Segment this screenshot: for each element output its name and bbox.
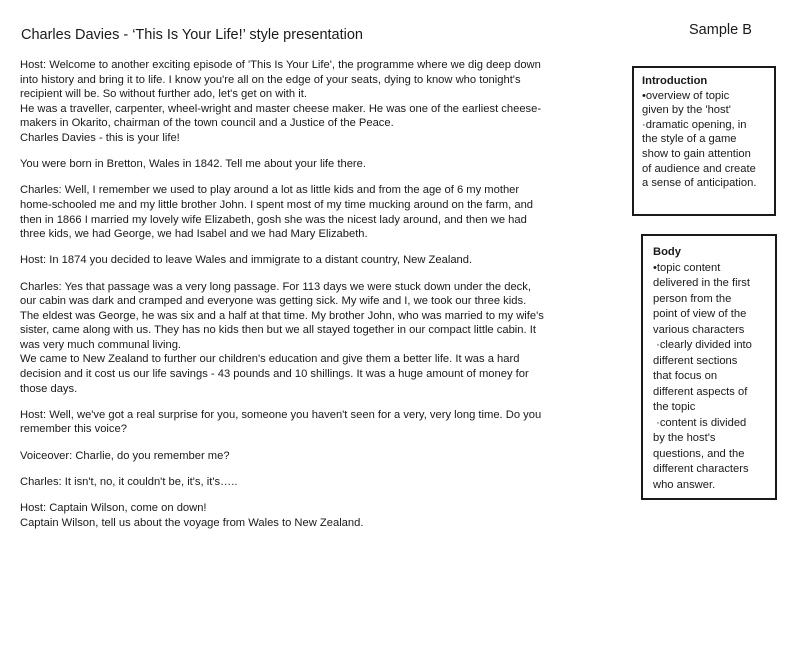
body-annotation-line: various characters bbox=[653, 323, 745, 336]
paragraph-gap bbox=[20, 489, 588, 501]
body-annotation-line: by the host's bbox=[653, 432, 716, 444]
script-line: makers in Okarito, chairman of the town council and a Justice of the Peace. bbox=[20, 117, 394, 130]
paragraph-gap bbox=[20, 172, 588, 184]
script-line: Host: In 1874 you decided to leave Wales and immigrate to a distant country, New Zealand. bbox=[20, 254, 473, 267]
body-annotation-line: different aspects of bbox=[653, 385, 748, 398]
paragraph-gap bbox=[20, 268, 588, 280]
script-line: recipient will be. So without further ado, let's get on with it. bbox=[20, 88, 307, 101]
body-annotation-line: different characters bbox=[653, 463, 749, 475]
script-line: Voiceover: Charlie, do you remember me? bbox=[20, 449, 230, 462]
script-line: The eldest was George, he was six and a half at that time. My brother John, who was married to my wife's bbox=[20, 309, 544, 322]
introduction-annotation-box bbox=[632, 66, 776, 216]
body-annotation-line: questions, and the bbox=[653, 447, 745, 460]
script-line: Host: Captain Wilson, come on down! bbox=[20, 502, 207, 514]
introduction-annotation-line: ·dramatic opening, in bbox=[642, 118, 747, 131]
body-heading: Body bbox=[653, 246, 681, 258]
paragraph-gap bbox=[20, 242, 588, 254]
body-annotation-line: person from the bbox=[653, 292, 732, 305]
script-line: Charles Davies - this is your life! bbox=[20, 131, 180, 144]
script-line: Charles: It isn't, no, it couldn't be, it's, it's….. bbox=[20, 475, 238, 488]
paragraph-gap bbox=[20, 437, 588, 449]
introduction-annotation-line: •overview of topic bbox=[642, 89, 730, 102]
paragraph-gap bbox=[20, 146, 588, 158]
script-line: Charles: Yes that passage was a very long passage. For 113 days we were stuck down under the deck, bbox=[20, 280, 531, 293]
script-line: We came to New Zealand to further our children's education and give them a better life. It was a hard bbox=[20, 353, 520, 366]
script-line: Host: Welcome to another exciting episode of 'This Is Your Life', the programme where we dig deep down bbox=[20, 59, 541, 71]
body-annotation-box bbox=[641, 234, 777, 500]
body-annotation-line: ·clearly divided into bbox=[653, 339, 752, 351]
body-annotation-line: the topic bbox=[653, 401, 696, 413]
script-line: our cabin was dark and cramped and everyone was getting sick. My wife and I, we took our three kids. bbox=[20, 295, 527, 308]
script-line: remember this voice? bbox=[20, 423, 127, 436]
script-line: Charles: Well, I remember we used to play around a lot as little kids and from the age of 6 my mother bbox=[20, 184, 520, 197]
introduction-annotation-line: given by the 'host' bbox=[642, 104, 731, 117]
body-annotation-line: different sections bbox=[653, 354, 738, 367]
body-annotation-line: ·content is divided bbox=[653, 416, 747, 429]
script-line: into history and bring it to life. I know you're all on the edge of your seats, dying to know who tonight's bbox=[20, 73, 521, 86]
script-line: home-schooled me and my little brother John. I spent most of my time mucking around on the farm, and bbox=[20, 198, 534, 211]
introduction-annotation-line: a sense of anticipation. bbox=[642, 177, 757, 190]
body-annotation-line: that focus on bbox=[653, 370, 718, 382]
script-line: Host: Well, we've got a real surprise for you, someone you haven't seen for a very, very long time. Do you bbox=[20, 408, 542, 421]
body-annotation-line: delivered in the first bbox=[653, 277, 751, 289]
paragraph-gap bbox=[20, 463, 588, 475]
introduction-annotation-line: the style of a game bbox=[642, 133, 737, 146]
script-line: decision and it cost us our life savings - 43 pounds and 10 shillings. It was a huge amount of money for bbox=[20, 368, 529, 381]
sample-label: Sample B bbox=[689, 22, 752, 38]
body-annotation-line: •topic content bbox=[653, 261, 721, 274]
page-title: Charles Davies - ‘This Is Your Life!’ style presentation bbox=[21, 27, 363, 43]
script-line: He was a traveller, carpenter, wheel-wright and master cheese maker. He was one of the earliest cheese- bbox=[20, 102, 542, 115]
presentation-script bbox=[20, 58, 588, 530]
introduction-annotation-line: show to gain attention bbox=[642, 147, 751, 160]
introduction-heading: Introduction bbox=[642, 75, 708, 87]
body-annotation-line: point of view of the bbox=[653, 308, 747, 320]
script-line: those days. bbox=[20, 382, 78, 395]
script-line: Captain Wilson, tell us about the voyage from Wales to New Zealand. bbox=[20, 516, 364, 529]
introduction-annotation-line: of audience and create bbox=[642, 162, 756, 175]
paragraph-gap bbox=[20, 396, 588, 408]
script-line: was very much communal living. bbox=[20, 338, 182, 351]
script-line: You were born in Bretton, Wales in 1842. Tell me about your life there. bbox=[20, 158, 366, 171]
script-line: sister, came along with us. They has no kids then but we all stayed together in our compact little cabin. It bbox=[20, 324, 536, 337]
body-annotation-line: who answer. bbox=[653, 478, 716, 491]
script-line: then in 1866 I married my lovely wife Elizabeth, gosh she was the nicest lady around, and then we had bbox=[20, 213, 527, 226]
script-line: three kids, we had George, we had Isabel and we had Mary Elizabeth. bbox=[20, 228, 368, 241]
